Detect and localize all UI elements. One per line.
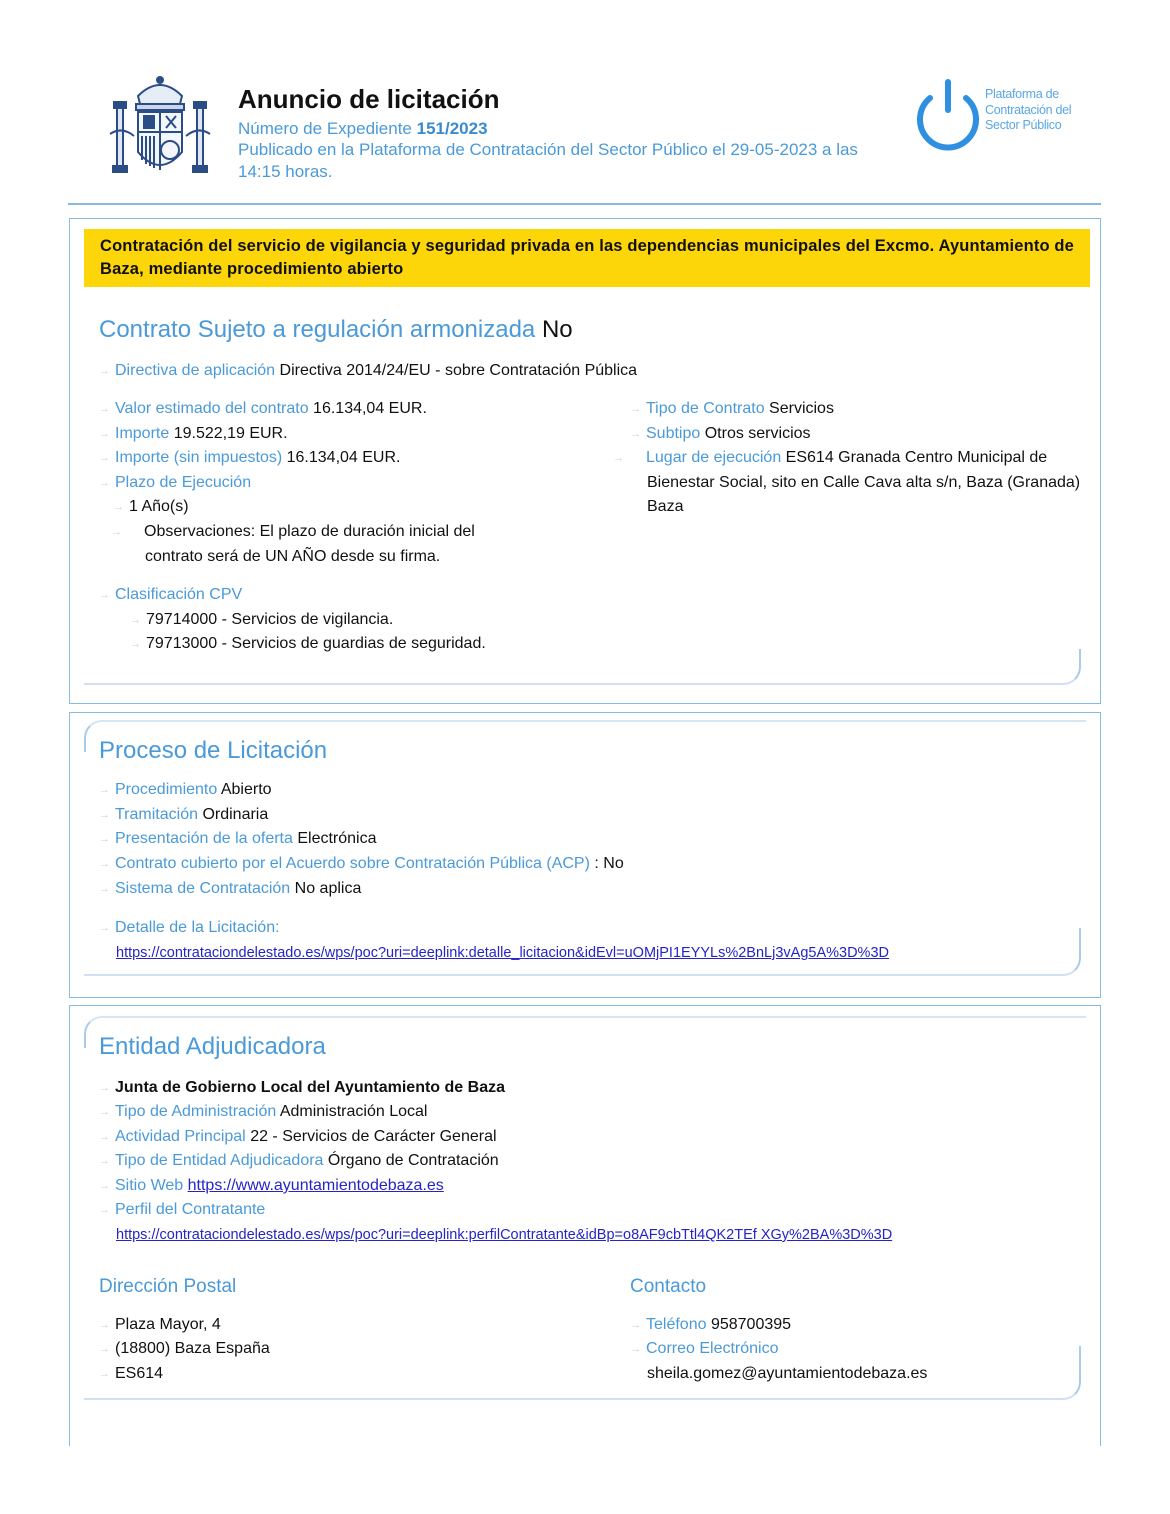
valor-row (99, 397, 427, 422)
power-symbol-icon (908, 76, 988, 156)
perfil-contratante-link[interactable]: https://contrataciondelestado.es/wps/poc?uri=deeplink:perfilContratante&idBp=o8AF9cbTtl4QK2TEf XGy%2BA%3D%3D (116, 1227, 893, 1243)
arrow-bullet-icon: → (99, 1368, 110, 1380)
arrow-bullet-icon: → (99, 1204, 110, 1216)
field-value: Administración Local (279, 1103, 428, 1120)
acp-row (99, 852, 624, 877)
field-value: Abierto (220, 781, 272, 798)
entidad-name: Junta de Gobierno Local del Ayuntamiento de Baza (115, 1079, 505, 1096)
importe-sin-impuestos-row (99, 446, 400, 471)
arrow-bullet-icon: → (99, 365, 110, 377)
address-text: (18800) Baza España (115, 1340, 270, 1357)
arrow-bullet-icon: → (613, 452, 624, 464)
arrow-bullet-icon: → (113, 501, 124, 513)
field-value: Directiva 2014/24/EU - sobre Contratación Pública (279, 362, 638, 379)
regulacion-label: Contrato Sujeto a regulación armonizada (99, 316, 536, 343)
importe-row (99, 422, 288, 447)
field-value: 16.134,04 EUR. (286, 449, 401, 466)
field-value: Ordinaria (202, 806, 269, 823)
proceso-heading: Proceso de Licitación (99, 737, 328, 764)
arrow-bullet-icon: → (99, 589, 110, 601)
field-label: Subtipo (646, 425, 701, 442)
field-value: No aplica (294, 880, 362, 897)
arrow-bullet-icon: → (630, 1319, 641, 1331)
telefono-row (630, 1313, 791, 1338)
contract-section (69, 218, 1101, 704)
field-value: Órgano de Contratación (327, 1152, 499, 1169)
entidad-heading: Entidad Adjudicadora (99, 1033, 326, 1060)
direccion-heading: Dirección Postal (99, 1276, 237, 1297)
arrow-bullet-icon: → (111, 526, 122, 538)
arrow-bullet-icon: → (99, 403, 110, 415)
observaciones-row (111, 520, 525, 569)
field-label: Tipo de Administración (115, 1103, 277, 1120)
arrow-bullet-icon: → (630, 1343, 641, 1355)
field-label: Clasificación CPV (115, 586, 243, 603)
cpv-code: 79714000 - Servicios de vigilancia. (146, 611, 394, 628)
contacto-heading: Contacto (630, 1276, 707, 1297)
field-label: Contrato cubierto por el Acuerdo sobre Contratación Pública (ACP) (115, 855, 590, 872)
detalle-licitacion-link[interactable]: https://contrataciondelestado.es/wps/poc?uri=deeplink:detalle_licitacion&idEvl=uOMjPI1EYYLs%2BnLj3vAg5A%3D%3D (116, 945, 889, 961)
field-label: Detalle de la Licitación: (115, 919, 280, 936)
cpv-item (130, 608, 393, 633)
procedimiento-row (99, 778, 272, 803)
presentacion-row (99, 827, 377, 852)
expediente-label: Número de Expediente (238, 119, 412, 138)
document-header (0, 0, 1170, 205)
perfil-row (99, 1198, 265, 1223)
cpv-row (99, 583, 242, 608)
arrow-bullet-icon: → (99, 1180, 110, 1192)
arrow-bullet-icon: → (99, 833, 110, 845)
arrow-bullet-icon: → (99, 784, 110, 796)
field-value: Servicios (769, 400, 834, 417)
field-label: Presentación de la oferta (115, 830, 293, 847)
arrow-bullet-icon: → (130, 638, 141, 650)
field-value: 1 Año(s) (129, 498, 189, 515)
field-value: Electrónica (297, 830, 377, 847)
actividad-principal-row (99, 1125, 497, 1150)
field-label: Tipo de Contrato (646, 400, 765, 417)
perfil-url-row (116, 1223, 892, 1248)
arrow-bullet-icon: → (630, 403, 641, 415)
field-label: Procedimiento (115, 781, 218, 798)
entidad-section (69, 1005, 1101, 1446)
field-label: Lugar de ejecución (646, 449, 782, 466)
arrow-bullet-icon: → (99, 883, 110, 895)
email-value: sheila.gomez@ayuntamientodebaza.es (647, 1365, 928, 1382)
contract-title-banner: Contratación del servicio de vigilancia y seguridad privada en las dependencias municipales del Excmo. Ayuntamiento de Baza, mediante procedimiento abierto (84, 229, 1090, 287)
field-label: Correo Electrónico (646, 1340, 779, 1357)
arrow-bullet-icon: → (99, 1319, 110, 1331)
arrow-bullet-icon: → (99, 809, 110, 821)
sistema-row (99, 877, 361, 902)
plazo-row (99, 471, 251, 496)
arrow-bullet-icon: → (99, 428, 110, 440)
field-value: 22 - Servicios de Carácter General (250, 1128, 497, 1145)
regulacion-value: No (541, 316, 573, 343)
arrow-bullet-icon: → (99, 1131, 110, 1143)
field-value: 16.134,04 EUR. (313, 400, 427, 417)
spain-coat-of-arms-icon (108, 74, 212, 182)
expediente-line (238, 118, 488, 140)
field-label: Sistema de Contratación (115, 880, 291, 897)
header-divider (68, 203, 1101, 205)
field-value: : No (594, 855, 624, 872)
address-text: Plaza Mayor, 4 (115, 1316, 221, 1333)
regulacion-heading (99, 316, 573, 344)
tramitacion-row (99, 803, 268, 828)
arrow-bullet-icon: → (99, 1106, 110, 1118)
arrow-bullet-icon: → (630, 428, 641, 440)
field-label: Directiva de aplicación (115, 362, 276, 379)
field-value: ES614 Granada Centro Municipal de Bienestar Social, sito en Calle Cava alta s/n, Baza (Granada) Baza (647, 449, 1081, 515)
field-label: Teléfono (646, 1316, 707, 1333)
arrow-bullet-icon: → (99, 1082, 110, 1094)
field-label: Tramitación (115, 806, 198, 823)
expediente-number: 151/2023 (416, 119, 488, 138)
subtipo-row (630, 422, 811, 447)
arrow-bullet-icon: → (99, 858, 110, 870)
address-text: ES614 (115, 1365, 164, 1382)
arrow-bullet-icon: → (99, 452, 110, 464)
page-title: Anuncio de licitación (238, 84, 500, 114)
decorative-curve (84, 1346, 1081, 1400)
arrow-bullet-icon: → (130, 614, 141, 626)
field-label: Actividad Principal (115, 1128, 246, 1145)
decorative-curve (84, 928, 1081, 976)
arrow-bullet-icon: → (99, 477, 110, 489)
field-label: Importe (115, 425, 170, 442)
lugar-ejecucion-row (613, 446, 1097, 520)
decorative-curve (84, 649, 1081, 685)
address-line (99, 1313, 221, 1338)
directiva-row (99, 359, 637, 384)
cpv-code: 79713000 - Servicios de guardias de seguridad. (146, 635, 486, 652)
proceso-section (69, 712, 1101, 998)
tipo-administracion-row (99, 1100, 427, 1125)
arrow-bullet-icon: → (99, 1155, 110, 1167)
field-value: 19.522,19 EUR. (173, 425, 288, 442)
field-label: Valor estimado del contrato (115, 400, 309, 417)
arrow-bullet-icon: → (99, 1343, 110, 1355)
field-label: Plazo de Ejecución (115, 474, 252, 491)
tipo-entidad-row (99, 1149, 499, 1174)
observaciones-text: Observaciones: El plazo de duración inicial del contrato será de UN AÑO desde su firma. (144, 523, 475, 565)
sitio-web-row (99, 1174, 444, 1199)
field-label: Tipo de Entidad Adjudicadora (115, 1152, 324, 1169)
field-value: Otros servicios (704, 425, 811, 442)
sitio-web-link[interactable]: https://www.ayuntamientodebaza.es (187, 1177, 444, 1194)
field-value: 958700395 (710, 1316, 792, 1333)
field-label: Sitio Web (115, 1177, 184, 1194)
entidad-name-row (99, 1076, 505, 1101)
field-label: Importe (sin impuestos) (115, 449, 283, 466)
published-text: Publicado en la Plataforma de Contratación del Sector Público el 29-05-2023 a las 14:15 horas. (238, 140, 858, 181)
arrow-bullet-icon: → (99, 922, 110, 934)
plazo-value-row (113, 495, 189, 520)
field-label: Perfil del Contratante (115, 1201, 266, 1218)
tipo-contrato-row (630, 397, 834, 422)
platform-logo-text: Plataforma de Contratación del Sector Público (985, 87, 1072, 132)
